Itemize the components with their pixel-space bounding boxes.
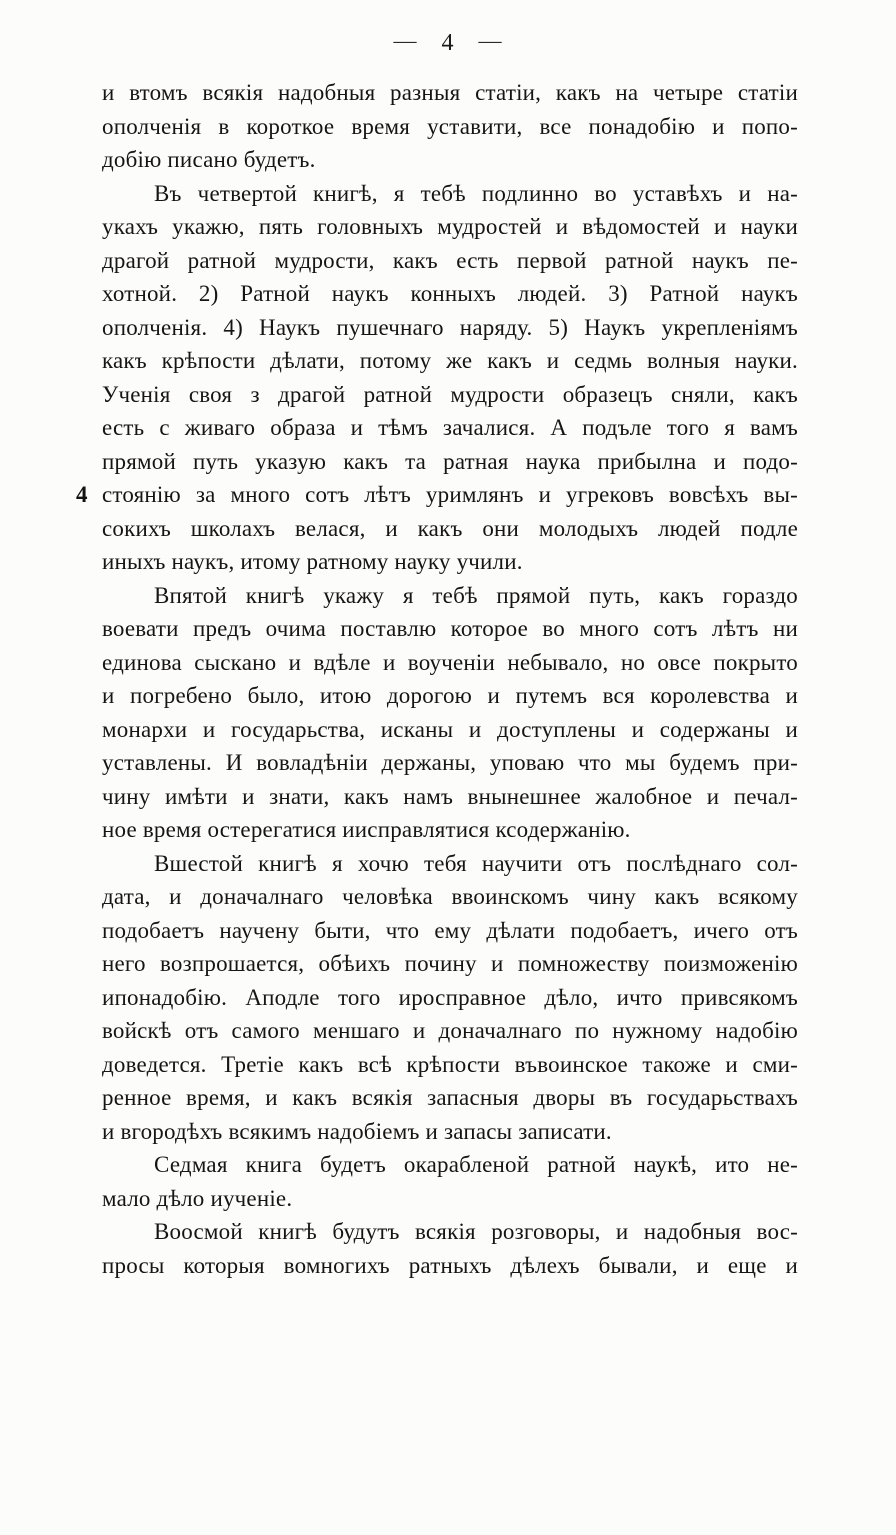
text-line: воевати предъ очима поставлю которое во много сотъ лѣтъ ни bbox=[102, 616, 798, 641]
text-line: просы которыя вомногихъ ратныхъ дѣлехъ бывали, и еще и bbox=[102, 1252, 798, 1278]
text-line: стоянію за много сотъ лѣтъ уримлянъ и угрековъ вовсѣхъ вы- 4 bbox=[102, 478, 798, 512]
text-line: ополченія. 4) Наукъ пушечнаго наряду. 5) Наукъ укрепленіямъ bbox=[102, 314, 798, 340]
text-line: Въ четвертой книгѣ, я тебѣ подлинно во уставѣхъ и на- bbox=[154, 180, 798, 206]
margin-page-number: 4 bbox=[76, 482, 88, 507]
text-block bbox=[76, 76, 798, 1282]
paragraph bbox=[102, 1215, 798, 1282]
paragraph bbox=[102, 579, 798, 847]
text-line: и втомъ всякія надобныя разныя статіи, какъ на четыре статіи bbox=[102, 80, 798, 105]
text-line: монархи и государьства, исканы и доступлены и содержаны и bbox=[102, 716, 798, 742]
header-dash-right: — bbox=[478, 28, 503, 53]
text-line: прямой путь указую какъ та ратная наука прибылна и подо- bbox=[102, 448, 798, 474]
text-line: чину имѣти и знати, какъ намъ внынешнее жалобное и печал- bbox=[102, 783, 798, 809]
text-line: укахъ укажю, пять головныхъ мудростей и вѣдомостей и науки bbox=[102, 214, 798, 239]
text-line: ренное время, и какъ всякія запасныя дворы въ государьствахъ bbox=[102, 1085, 798, 1110]
text-line: иныхъ наукъ, итому ратному науку учили. bbox=[102, 549, 523, 574]
text-line: ипонадобію. Аподле того иросправное дѣло, ичто привсякомъ bbox=[102, 984, 798, 1010]
text-line: Воосмой книгѣ будутъ всякія розговоры, и надобныя вос- bbox=[154, 1219, 798, 1244]
text-line: и вгородѣхъ всякимъ надобіемъ и запасы записати. bbox=[102, 1118, 612, 1144]
text-line: подобаетъ научену быти, что ему дѣлати подобаетъ, ичего отъ bbox=[102, 917, 798, 943]
text-line: мало дѣло иученіе. bbox=[102, 1185, 293, 1211]
text-line: уставлены. И вовладѣніи держаны, уповаю что мы будемъ при- bbox=[102, 750, 798, 775]
text-line: ополченія в короткое время уставити, все понадобію и попо- bbox=[102, 113, 798, 139]
header-dash-left: — bbox=[393, 28, 418, 53]
text-line: Ученія своя з драгой ратной мудрости образецъ сняли, какъ bbox=[102, 381, 798, 407]
text-line: доведется. Третіе какъ всѣ крѣпости въвоинское такоже и сми- bbox=[102, 1051, 798, 1077]
text-line: сокихъ школахъ велася, и какъ они молодыхъ людей подле bbox=[102, 515, 798, 541]
text-line: него возпрошается, обѣихъ почину и помножеству поизможенію bbox=[102, 951, 798, 976]
page-number: 4 bbox=[441, 30, 455, 56]
paragraph bbox=[102, 847, 798, 1149]
text-line: войскѣ отъ самого меншаго и доначалнаго по нужному надобію bbox=[102, 1018, 798, 1043]
text-line: дата, и доначалнаго человѣка ввоинскомъ чину какъ всякому bbox=[102, 884, 798, 909]
text-line: и погребено было, итою дорогою и путемъ вся королевства и bbox=[102, 683, 798, 708]
text-line: Впятой книгѣ укажу я тебѣ прямой путь, какъ гораздо bbox=[154, 582, 798, 608]
paragraph bbox=[76, 177, 798, 579]
text-line: добію писано будетъ. bbox=[102, 147, 316, 172]
text-line: драгой ратной мудрости, какъ есть первой ратной наукъ пе- bbox=[102, 247, 798, 273]
page-number-header bbox=[0, 30, 896, 57]
paragraph bbox=[102, 76, 798, 177]
text-line: Седмая книга будетъ окарабленой ратной наукѣ, ито не- bbox=[154, 1152, 798, 1177]
text-line: ное время остерегатися иисправлятися ксодержанію. bbox=[102, 817, 631, 842]
paragraph bbox=[102, 1148, 798, 1215]
text-line: есть с живаго образа и тѣмъ зачалися. А подъле того я вамъ bbox=[102, 415, 798, 440]
text-line: какъ крѣпости дѣлати, потому же какъ и седмь волныя науки. bbox=[102, 348, 798, 373]
text-line: единова сыскано и вдѣле и воученіи небывало, но овсе покрыто bbox=[102, 649, 798, 675]
text-line: хотной. 2) Ратной наукъ конныхъ людей. 3) Ратной наукъ bbox=[102, 281, 798, 306]
text-line: Вшестой книгѣ я хочю тебя научити отъ послѣднаго сол- bbox=[154, 850, 798, 876]
